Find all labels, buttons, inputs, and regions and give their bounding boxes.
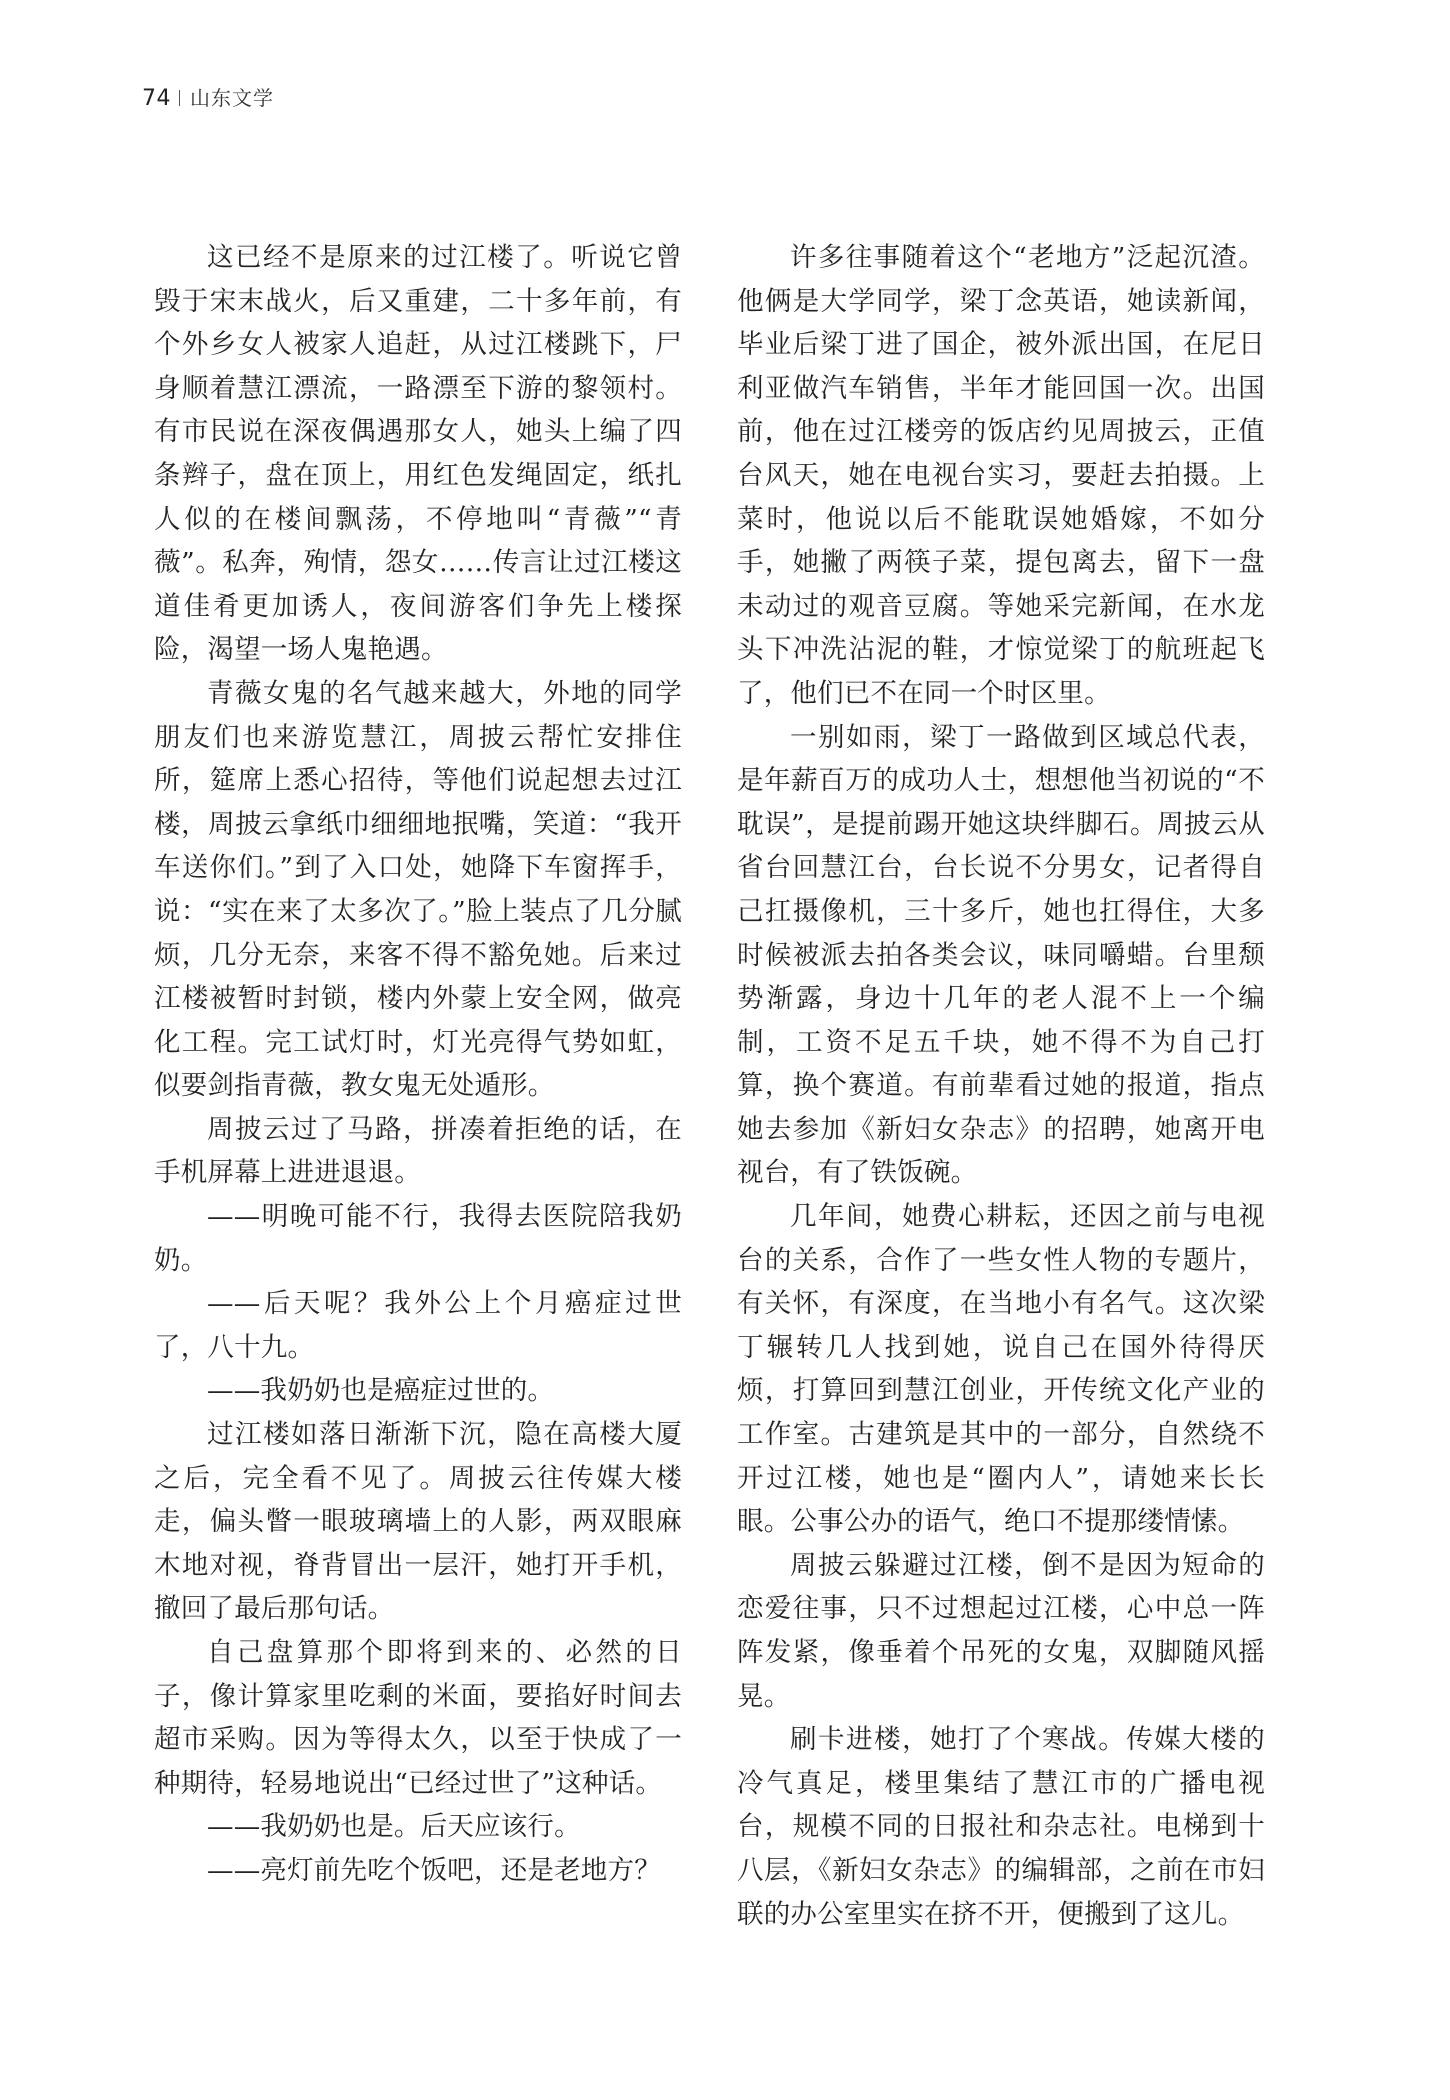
header-divider xyxy=(179,90,180,106)
paragraph: 这已经不是原来的过江楼了。听说它曾毁于宋末战火，后又重建，二十多年前，有个外乡女人被家人追赶，从过江楼跳下，尸身顺着慧江漂流，一路漂至下游的黎领村。有市民说在深夜偶遇那女人，她头上编了四条辫子，盘在顶上，用红色发绳固定，纸扎人似的在楼间飘荡，不停地叫“青薇”“青薇”。私奔，殉情，怨女……传言让过江楼这道佳肴更加诱人，夜间游客们争先上楼探险，渴望一场人鬼艳遇。 xyxy=(154,242,682,666)
paragraph: ——后天呢？我外公上个月癌症过世了，八十九。 xyxy=(154,1288,682,1363)
paragraph: 周披云躲避过江楼，倒不是因为短命的恋爱往事，只不过想起过江楼，心中总一阵阵发紧，像垂着个吊死的女鬼，双脚随风摇晃。 xyxy=(737,1549,1265,1712)
paragraph: 几年间，她费心耕耘，还因之前与电视台的关系，合作了一些女性人物的专题片，有关怀，有深度，在当地小有名气。这次梁丁辗转几人找到她，说自己在国外待得厌烦，打算回到慧江创业，开传统文化产业的工作室。古建筑是其中的一部分，自然绕不开过江楼，她也是“圈内人”，请她来长长眼。公事公办的语气，绝口不提那缕情愫。 xyxy=(737,1201,1265,1538)
journal-name: 山东文学 xyxy=(190,86,274,110)
paragraph: 过江楼如落日渐渐下沉，隐在高楼大厦之后，完全看不见了。周披云往传媒大楼走，偏头瞥一眼玻璃墙上的人影，两双眼麻木地对视，脊背冒出一层汗，她打开手机，撤回了最后那句话。 xyxy=(154,1419,682,1625)
paragraph: ——我奶奶也是癌症过世的。 xyxy=(207,1375,555,1407)
paragraph: 一别如雨，梁丁一路做到区域总代表，是年薪百万的成功人士，想想他当初说的“不耽误”，是提前踢开她这块绊脚石。周披云从省台回慧江台，台长说不分男女，记者得自己扛摄像机，三十多斤，她也扛得住，大多时候被派去拍各类会议，味同嚼蜡。台里颓势渐露，身边十几年的老人混不上一个编制，工资不足五千块，她不得不为自己打算，换个赛道。有前辈看过她的报道，指点她去参加《新妇女杂志》的招聘，她离开电视台，有了铁饭碗。 xyxy=(737,721,1265,1189)
page-header xyxy=(142,82,274,112)
paragraph: 刷卡进楼，她打了个寒战。传媒大楼的冷气真足，楼里集结了慧江市的广播电视台，规模不同的日报社和杂志社。电梯到十八层，《新妇女杂志》的编辑部，之前在市妇联的办公室里实在挤不开，便搬到了这儿。 xyxy=(737,1724,1265,1930)
paragraph: ——亮灯前先吃个饭吧，还是老地方？ xyxy=(207,1854,661,1886)
paragraph: ——我奶奶也是。后天应该行。 xyxy=(207,1811,581,1843)
paragraph: 许多往事随着这个“老地方”泛起沉渣。他俩是大学同学，梁丁念英语，她读新闻，毕业后梁丁进了国企，被外派出国，在尼日利亚做汽车销售，半年才能回国一次。出国前，他在过江楼旁的饭店约见周披云，正值台风天，她在电视台实习，要赶去拍摄。上菜时，他说以后不能耽误她婚嫁，不如分手，她撇了两筷子菜，提包离去，留下一盘未动过的观音豆腐。等她采完新闻，在水龙头下冲洗沾泥的鞋，才惊觉梁丁的航班起飞了，他们已不在同一个时区里。 xyxy=(737,242,1265,709)
paragraph: 青薇女鬼的名气越来越大，外地的同学朋友们也来游览慧江，周披云帮忙安排住所，筵席上悉心招待，等他们说起想去过江楼，周披云拿纸巾细细地抿嘴，笑道：“我开车送你们。”到了入口处，她降下车窗挥手，说：“实在来了太多次了。”脸上装点了几分腻烦，几分无奈，来客不得不豁免她。后来过江楼被暂时封锁，楼内外蒙上安全网，做亮化工程。完工试灯时，灯光亮得气势如虹，似要剑指青薇，教女鬼无处遁形。 xyxy=(154,677,682,1102)
page-number: 74 xyxy=(142,86,171,111)
right-text-column xyxy=(737,236,1265,1936)
paragraph: 周披云过了马路，拼凑着拒绝的话，在手机屏幕上进进退退。 xyxy=(154,1113,682,1189)
paragraph: 自己盘算那个即将到来的、必然的日子，像计算家里吃剩的米面，要掐好时间去超市采购。因为等得太久，以至于快成了一种期待，轻易地说出“已经过世了”这种话。 xyxy=(154,1637,682,1799)
left-text-column xyxy=(154,236,682,1893)
paragraph: ——明晚可能不行，我得去医院陪我奶奶。 xyxy=(154,1201,682,1276)
